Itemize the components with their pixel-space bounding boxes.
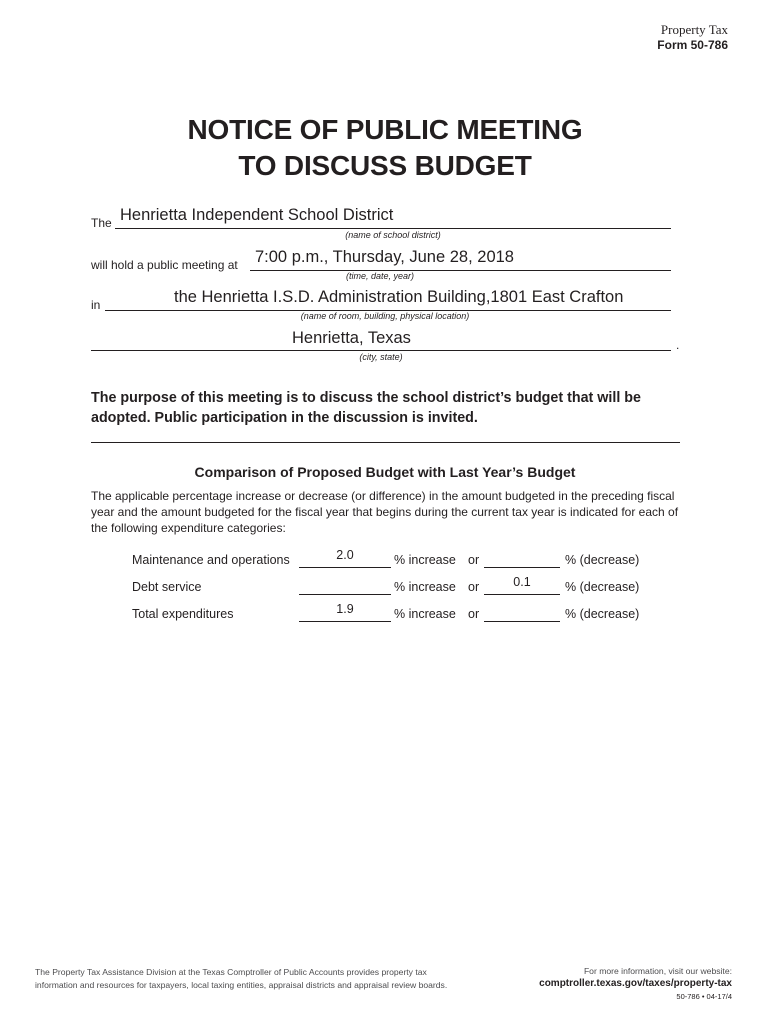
city-period: .: [676, 338, 680, 352]
increase-label: % increase: [394, 580, 456, 594]
location-hint: (name of room, building, physical location): [300, 311, 470, 321]
district-hint: (name of school district): [345, 230, 441, 240]
city-line: [91, 350, 671, 351]
or-label: or: [468, 607, 480, 621]
district-label: The: [91, 216, 112, 230]
title-line-1: NOTICE OF PUBLIC MEETING: [187, 114, 583, 145]
form-number: Form 50-786: [657, 38, 728, 52]
footer-line-1: The Property Tax Assistance Division at the Texas Comptroller of Public Accounts provides property tax: [35, 967, 427, 977]
form-type: Property Tax: [660, 22, 728, 37]
city-field[interactable]: Henrietta, Texas: [292, 329, 411, 347]
purpose-statement: The purpose of this meeting is to discuss the school district’s budget that will be adopted. Public participation in the discussion is invited.: [91, 390, 641, 426]
or-label: or: [468, 580, 480, 594]
page-title: [0, 112, 770, 184]
decrease-label: % (decrease): [565, 607, 640, 621]
footer-form-code: 50-786 • 04-17/4: [676, 992, 732, 1001]
meeting-time-label: will hold a public meeting at: [91, 258, 238, 272]
increase-blank: [299, 621, 391, 622]
increase-value[interactable]: 1.9: [336, 602, 354, 616]
comparison-title: Comparison of Proposed Budget with Last Year’s Budget: [194, 464, 576, 480]
increase-label: % increase: [394, 553, 456, 567]
district-field[interactable]: Henrietta Independent School District: [120, 206, 394, 224]
footer-line-2: information and resources for taxpayers, local taxing entities, appraisal districts and appraisal review boards.: [35, 980, 448, 990]
location-label: in: [91, 298, 101, 312]
city-hint: (city, state): [359, 352, 403, 362]
decrease-blank: [484, 567, 560, 568]
meeting-time-hint: (time, date, year): [345, 271, 415, 281]
decrease-blank: [484, 621, 560, 622]
increase-blank: [299, 567, 391, 568]
comparison-intro: The applicable percentage increase or decrease (or difference) in the amount budgeted in the preceding fiscal year and the amount budgeted for the fiscal year that begins during the current tax year is indicated for each of the following expenditure categories:: [91, 489, 679, 535]
row-label: Maintenance and operations: [132, 553, 290, 567]
or-label: or: [468, 553, 480, 567]
footer-description: [35, 966, 485, 992]
meeting-time-field[interactable]: 7:00 p.m., Thursday, June 28, 2018: [255, 248, 514, 266]
title-line-2: TO DISCUSS BUDGET: [238, 150, 532, 181]
decrease-label: % (decrease): [565, 553, 640, 567]
section-divider: [91, 442, 680, 443]
footer-more-info: For more information, visit our website:: [583, 966, 732, 976]
district-line: [115, 228, 671, 229]
increase-blank: [299, 594, 391, 595]
row-label: Debt service: [132, 580, 202, 594]
footer-website-link[interactable]: comptroller.texas.gov/taxes/property-tax: [539, 978, 732, 989]
increase-value[interactable]: 2.0: [336, 548, 354, 562]
decrease-value[interactable]: 0.1: [513, 575, 531, 589]
increase-label: % increase: [394, 607, 456, 621]
decrease-blank: [484, 594, 560, 595]
row-label: Total expenditures: [132, 607, 234, 621]
location-field[interactable]: the Henrietta I.S.D. Administration Building,1801 East Crafton: [174, 288, 624, 306]
decrease-label: % (decrease): [565, 580, 640, 594]
